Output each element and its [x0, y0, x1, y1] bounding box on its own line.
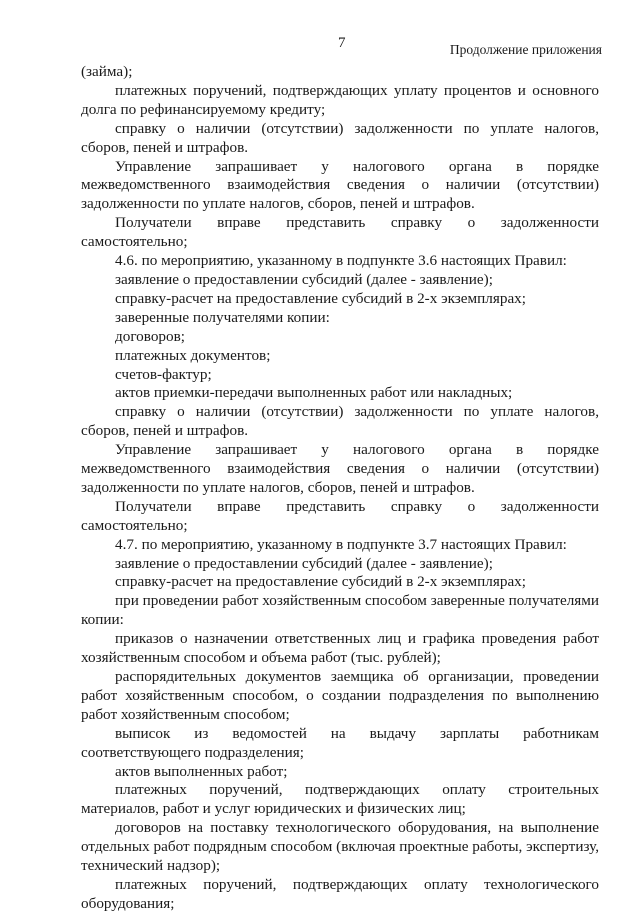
paragraph: Управление запрашивает у налогового органа в порядке межведомственного взаимодействия сведения о наличии (отсутствии) задолженности по уплате налогов, сборов, пеней и штрафов. — [81, 157, 599, 213]
paragraph: платежных поручений, подтверждающих уплату процентов и основного долга по рефинансируемому кредиту; — [81, 81, 599, 118]
paragraph: при проведении работ хозяйственным способом заверенные получателями копии: — [81, 592, 599, 629]
paragraph: платежных документов; — [115, 346, 271, 364]
paragraph: приказов о назначении ответственных лиц и графика проведения работ хозяйственным способом и объема работ (тыс. рублей); — [81, 630, 599, 667]
page-number: 7 — [338, 35, 346, 51]
paragraph: заверенные получателями копии: — [115, 308, 330, 326]
paragraph: (займа); — [81, 63, 133, 80]
paragraph: заявление о предоставлении субсидий (далее - заявление); — [115, 270, 493, 288]
header-note: Продолжение приложения — [449, 42, 602, 57]
paragraph: 4.6. по мероприятию, указанному в подпункте 3.6 настоящих Правил: — [115, 252, 567, 270]
paragraph: платежных поручений, подтверждающих оплату строительных материалов, работ и услуг юридических и физических лиц; — [81, 781, 599, 818]
paragraph: 4.7. по мероприятию, указанному в подпункте 3.7 настоящих Правил: — [115, 535, 567, 553]
paragraph: платежных поручений, подтверждающих оплату технологического оборудования; — [81, 875, 599, 912]
paragraph: распорядительных документов заемщика об организации, проведении работ хозяйственным способом, о создании подразделения по выполнению работ хозяйственным способом; — [81, 668, 599, 723]
document-body — [81, 63, 599, 914]
paragraph: Получатели вправе представить справку о задолженности самостоятельно; — [81, 497, 599, 534]
paragraph: справку-расчет на предоставление субсидий в 2-х экземплярах; — [115, 573, 526, 591]
paragraph: договоров на поставку технологического оборудования, на выполнение отдельных работ подрядным способом (включая проектные работы, экспертизу, технический надзор); — [81, 819, 599, 875]
paragraph: справку о наличии (отсутствии) задолженности по уплате налогов, сборов, пеней и штрафов. — [81, 403, 599, 440]
paragraph: заявление о предоставлении субсидий (далее - заявление); — [115, 554, 493, 572]
paragraph: счетов-фактур; — [115, 365, 212, 383]
paragraph: Управление запрашивает у налогового органа в порядке межведомственного взаимодействия сведения о наличии (отсутствии) задолженности по уплате налогов, сборов, пеней и штрафов. — [81, 441, 599, 496]
paragraph: Получатели вправе представить справку о задолженности самостоятельно; — [81, 214, 599, 251]
paragraph: договоров; — [115, 327, 186, 345]
paragraph: справку о наличии (отсутствии) задолженности по уплате налогов, сборов, пеней и штрафов. — [81, 119, 599, 156]
paragraph: актов выполненных работ; — [115, 762, 288, 780]
paragraph: справку-расчет на предоставление субсидий в 2-х экземплярах; — [115, 289, 526, 307]
paragraph: актов приемки-передачи выполненных работ или накладных; — [115, 384, 513, 402]
paragraph: выписок из ведомостей на выдачу зарплаты работникам соответствующего подразделения; — [81, 724, 599, 761]
